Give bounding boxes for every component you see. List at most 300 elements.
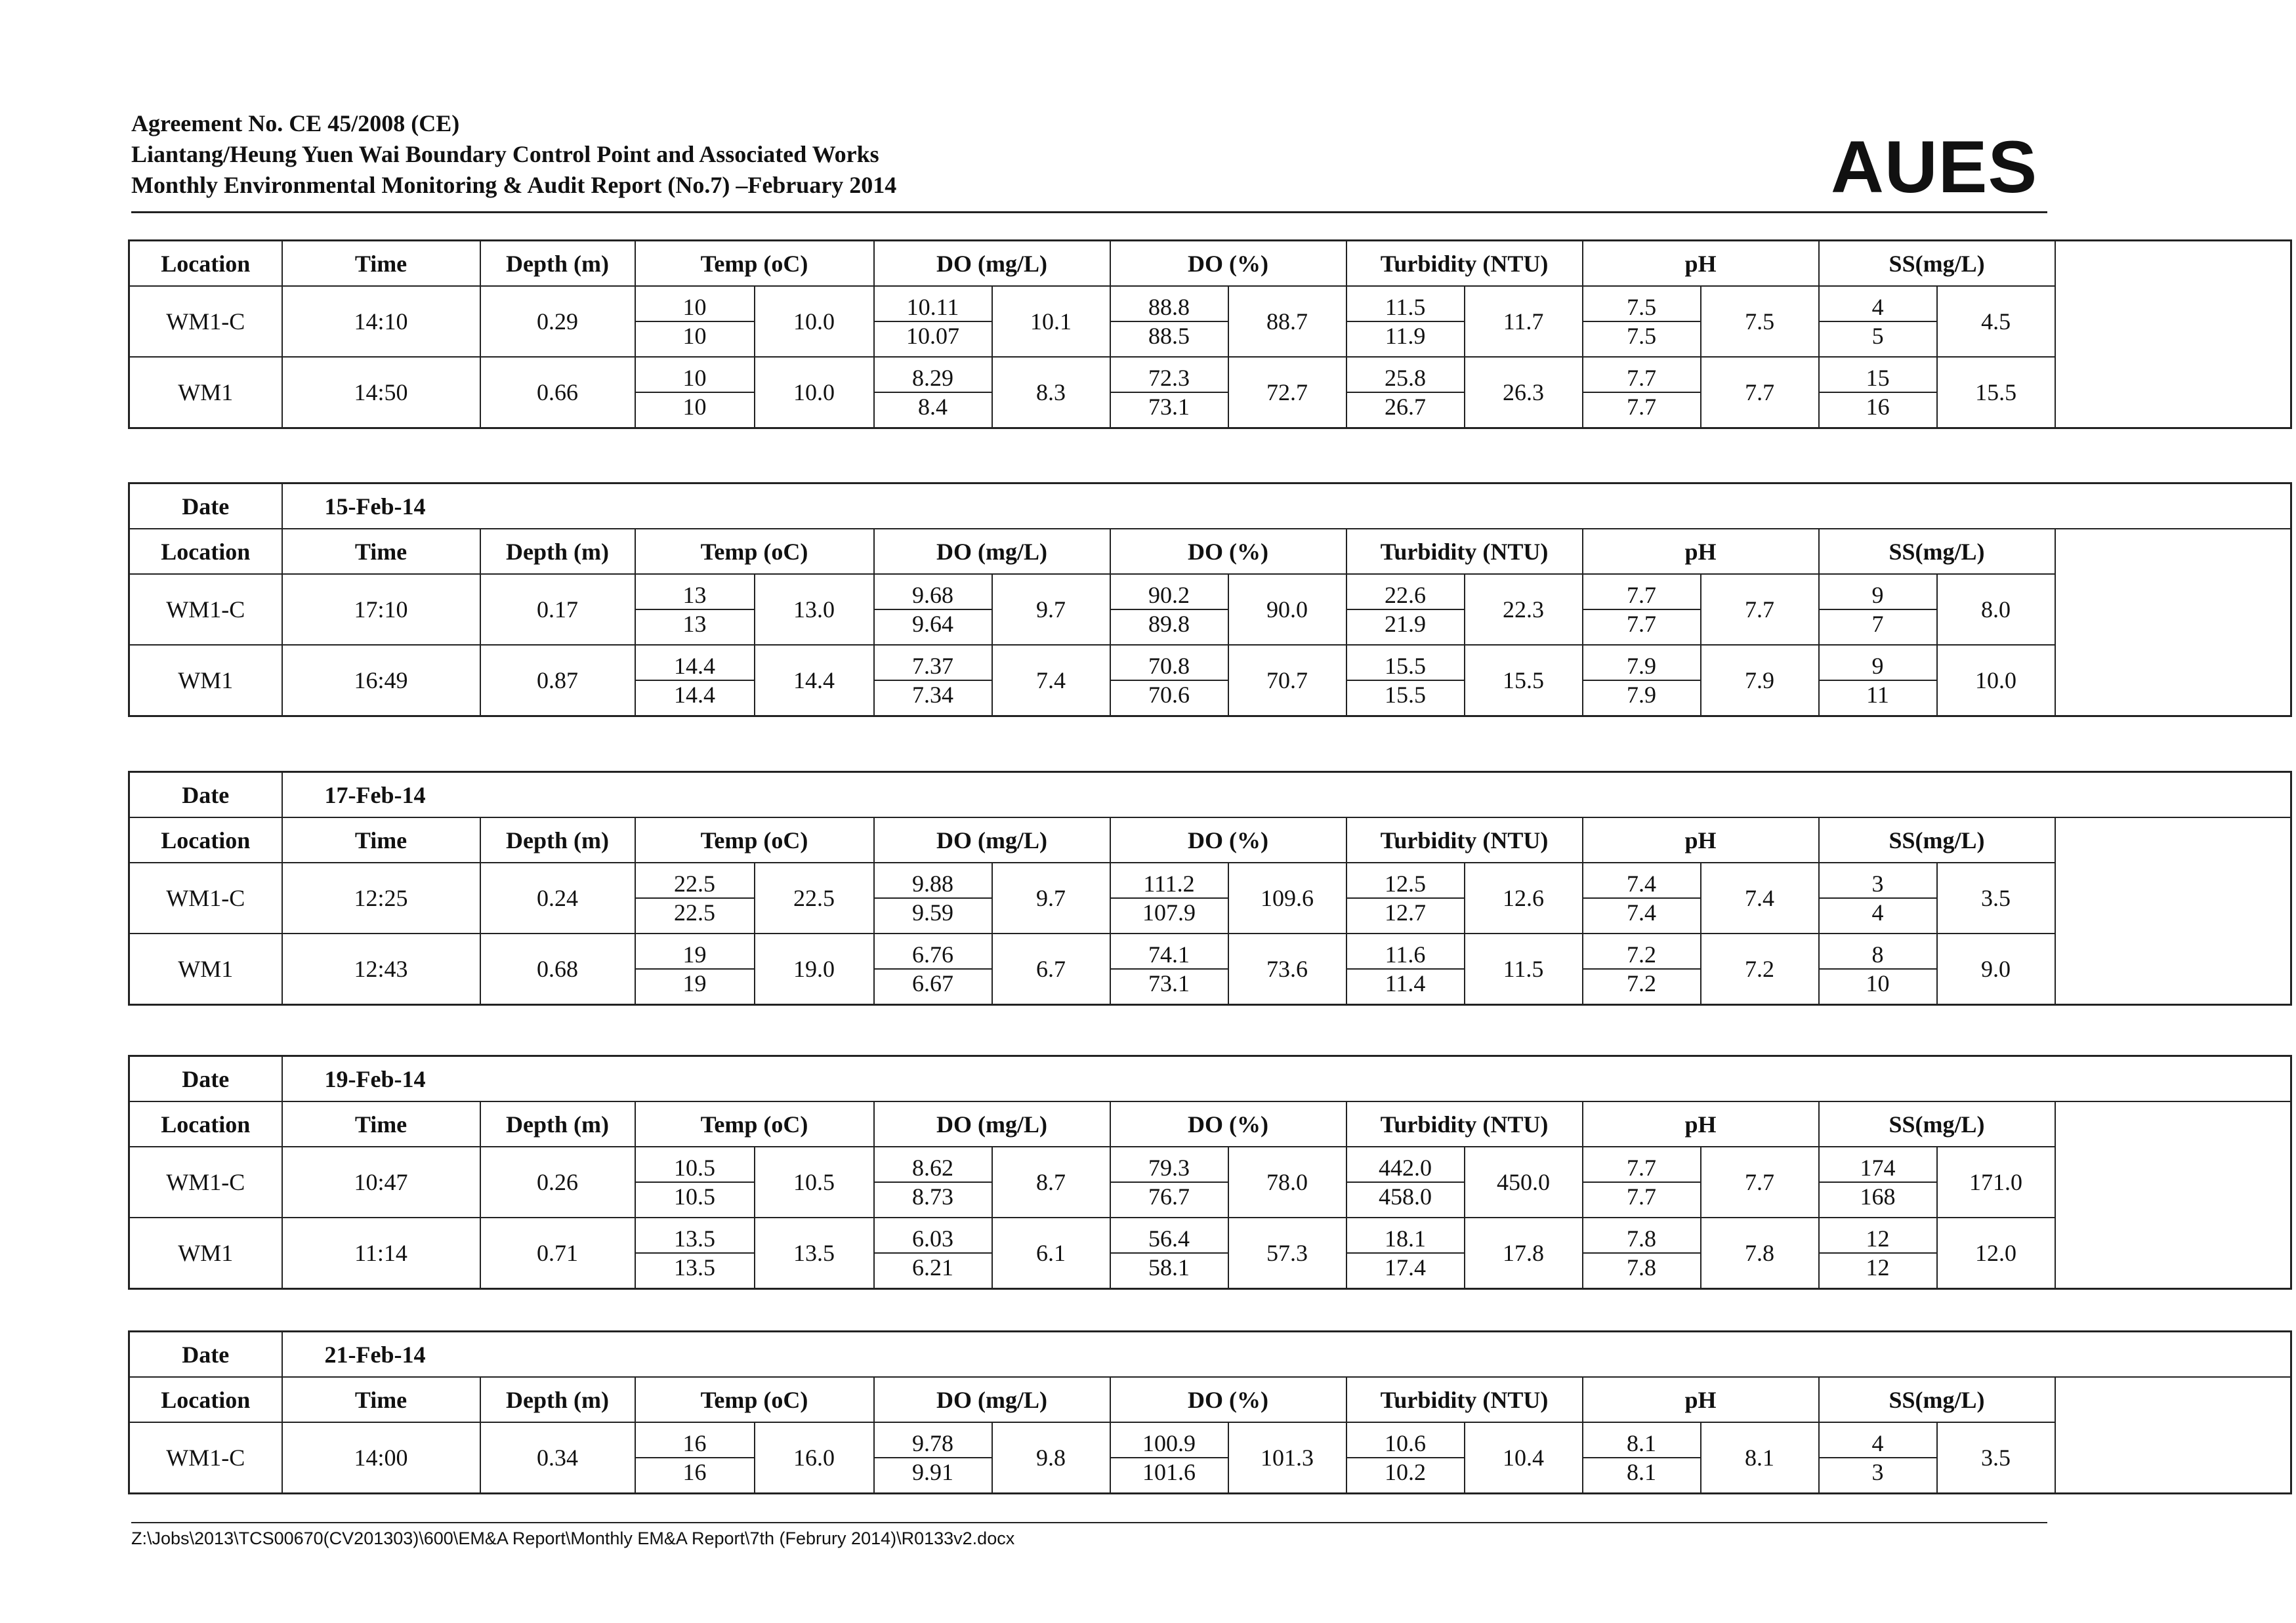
do-mgl-readings xyxy=(874,286,992,357)
ss-reading: 9 xyxy=(1871,582,1884,608)
ph-reading-stack xyxy=(1583,870,1700,926)
ph-reading: 8.1 xyxy=(1627,1430,1656,1456)
date-label: Date xyxy=(129,1056,282,1102)
ss-readings xyxy=(1819,574,1937,645)
do-pct-average: 72.7 xyxy=(1228,357,1346,428)
column-header-temp: Temp (oC) xyxy=(635,817,874,863)
temp-reading-stack xyxy=(636,1429,754,1486)
do-pct-reading-stack xyxy=(1111,941,1228,997)
do-pct-reading: 73.1 xyxy=(1111,968,1228,997)
ss-average: 10.0 xyxy=(1937,645,2055,716)
do-pct-reading-stack xyxy=(1111,364,1228,421)
table-row xyxy=(129,574,2291,645)
ph-reading: 7.7 xyxy=(1583,1181,1700,1210)
do-pct-average: 109.6 xyxy=(1228,863,1346,934)
do-pct-reading: 100.9 xyxy=(1142,1430,1196,1456)
ph-reading-stack xyxy=(1583,652,1700,709)
ph-readings xyxy=(1583,1422,1701,1494)
temp-average: 13.5 xyxy=(755,1218,874,1289)
column-header-time: Time xyxy=(282,1101,480,1147)
temp-readings xyxy=(635,1218,755,1289)
column-header-turbidity: Turbidity (NTU) xyxy=(1346,817,1583,863)
ph-reading: 7.7 xyxy=(1583,392,1700,421)
table-row xyxy=(129,1422,2291,1494)
ph-reading: 7.2 xyxy=(1627,941,1656,968)
do-mgl-reading: 8.62 xyxy=(912,1155,953,1181)
do-mgl-average: 9.7 xyxy=(992,574,1110,645)
temp-readings xyxy=(635,286,755,357)
table-row xyxy=(129,286,2291,357)
time-cell: 11:14 xyxy=(282,1218,480,1289)
do-mgl-average: 8.3 xyxy=(992,357,1110,428)
ss-reading: 168 xyxy=(1820,1181,1936,1210)
turbidity-readings xyxy=(1346,1422,1465,1494)
column-header-temp: Temp (oC) xyxy=(635,529,874,574)
date-label: Date xyxy=(129,1332,282,1378)
ss-reading: 12 xyxy=(1866,1225,1890,1252)
temp-readings xyxy=(635,357,755,428)
do-mgl-reading: 9.88 xyxy=(912,871,953,897)
do-mgl-reading: 8.29 xyxy=(912,365,954,391)
temp-readings xyxy=(635,863,755,934)
column-header-ph: pH xyxy=(1583,1377,1819,1422)
ss-reading: 11 xyxy=(1820,680,1936,709)
column-header-turbidity: Turbidity (NTU) xyxy=(1346,241,1583,287)
column-header-do-mgl: DO (mg/L) xyxy=(874,241,1110,287)
ph-average: 7.7 xyxy=(1701,357,1819,428)
ss-reading: 4 xyxy=(1871,1430,1884,1456)
do-mgl-readings xyxy=(874,645,992,716)
ph-reading: 7.4 xyxy=(1583,897,1700,926)
turbidity-reading: 458.0 xyxy=(1347,1181,1464,1210)
column-header-depth: Depth (m) xyxy=(480,529,635,574)
temp-reading: 19 xyxy=(636,968,754,997)
table-row xyxy=(129,645,2291,716)
column-header-depth: Depth (m) xyxy=(480,1377,635,1422)
turbidity-reading-stack xyxy=(1347,1225,1464,1281)
ph-readings xyxy=(1583,1218,1701,1289)
ss-average: 9.0 xyxy=(1937,934,2055,1005)
ph-readings xyxy=(1583,645,1701,716)
turbidity-average: 11.7 xyxy=(1465,286,1583,357)
ph-reading-stack xyxy=(1583,364,1700,421)
turbidity-reading-stack xyxy=(1347,652,1464,709)
time-cell: 14:10 xyxy=(282,286,480,357)
do-pct-reading: 58.1 xyxy=(1111,1252,1228,1281)
column-header-ph: pH xyxy=(1583,529,1819,574)
column-header-turbidity: Turbidity (NTU) xyxy=(1346,529,1583,574)
ss-reading-stack xyxy=(1820,1429,1936,1486)
do-mgl-reading: 9.64 xyxy=(875,609,991,638)
ph-reading: 7.7 xyxy=(1583,609,1700,638)
do-mgl-reading-stack xyxy=(875,581,991,638)
ss-average: 3.5 xyxy=(1937,1422,2055,1494)
temp-average: 19.0 xyxy=(755,934,874,1005)
turbidity-reading: 22.6 xyxy=(1385,582,1426,608)
date-row xyxy=(129,1056,2291,1102)
do-mgl-average: 9.7 xyxy=(992,863,1110,934)
column-header-do-mgl: DO (mg/L) xyxy=(874,1101,1110,1147)
ph-reading: 7.7 xyxy=(1627,365,1657,391)
turbidity-average: 15.5 xyxy=(1465,645,1583,716)
ss-average: 4.5 xyxy=(1937,286,2055,357)
ss-readings xyxy=(1819,934,1937,1005)
ss-readings xyxy=(1819,863,1937,934)
do-mgl-average: 9.8 xyxy=(992,1422,1110,1494)
turbidity-reading: 10.2 xyxy=(1347,1457,1464,1486)
do-mgl-reading-stack xyxy=(875,1429,991,1486)
ss-reading: 8 xyxy=(1871,941,1884,968)
ph-reading: 7.7 xyxy=(1627,1155,1656,1181)
turbidity-reading: 26.7 xyxy=(1347,392,1464,421)
turbidity-reading: 10.6 xyxy=(1385,1430,1426,1456)
column-header-ss: SS(mg/L) xyxy=(1819,1377,2055,1422)
turbidity-average: 22.3 xyxy=(1465,574,1583,645)
temp-reading: 19 xyxy=(682,941,707,968)
do-mgl-average: 6.1 xyxy=(992,1218,1110,1289)
ph-reading: 7.7 xyxy=(1627,582,1656,608)
ph-readings xyxy=(1583,863,1701,934)
turbidity-readings xyxy=(1346,1147,1465,1218)
column-header-time: Time xyxy=(282,241,480,287)
turbidity-average: 17.8 xyxy=(1465,1218,1583,1289)
column-header-location: Location xyxy=(129,1101,282,1147)
do-mgl-reading-stack xyxy=(875,652,991,709)
do-mgl-reading: 9.78 xyxy=(912,1430,953,1456)
column-header-ss: SS(mg/L) xyxy=(1819,529,2055,574)
column-header-do-pct: DO (%) xyxy=(1110,529,1346,574)
temp-average: 16.0 xyxy=(755,1422,874,1494)
do-mgl-reading-stack xyxy=(875,1225,991,1281)
ss-readings xyxy=(1819,645,1937,716)
date-value: 21-Feb-14 xyxy=(282,1332,2291,1378)
monitoring-table-block xyxy=(128,1330,2045,1494)
temp-reading: 10 xyxy=(636,321,754,350)
do-mgl-readings xyxy=(874,1422,992,1494)
do-pct-reading: 88.5 xyxy=(1111,321,1228,350)
turbidity-reading-stack xyxy=(1347,581,1464,638)
turbidity-reading-stack xyxy=(1347,870,1464,926)
column-header-do-mgl: DO (mg/L) xyxy=(874,529,1110,574)
temp-average: 13.0 xyxy=(755,574,874,645)
temp-reading: 10.5 xyxy=(636,1181,754,1210)
do-pct-readings xyxy=(1110,645,1228,716)
ph-readings xyxy=(1583,357,1701,428)
location-cell: WM1-C xyxy=(129,863,282,934)
ph-reading: 7.5 xyxy=(1627,294,1657,320)
monitoring-table xyxy=(128,482,2292,717)
do-pct-readings xyxy=(1110,574,1228,645)
turbidity-reading-stack xyxy=(1347,293,1464,350)
location-cell: WM1-C xyxy=(129,1422,282,1494)
column-header-location: Location xyxy=(129,241,282,287)
ph-reading-stack xyxy=(1583,941,1700,997)
do-pct-reading-stack xyxy=(1111,1225,1228,1281)
turbidity-reading: 21.9 xyxy=(1347,609,1464,638)
ss-reading: 12 xyxy=(1820,1252,1936,1281)
temp-reading: 22.5 xyxy=(674,871,715,897)
temp-readings xyxy=(635,1422,755,1494)
turbidity-reading: 11.6 xyxy=(1385,941,1426,968)
do-mgl-reading: 9.68 xyxy=(912,582,953,608)
do-mgl-average: 8.7 xyxy=(992,1147,1110,1218)
turbidity-reading: 15.5 xyxy=(1385,653,1426,679)
depth-cell: 0.87 xyxy=(480,645,635,716)
ph-reading: 7.2 xyxy=(1583,968,1700,997)
temp-average: 10.5 xyxy=(755,1147,874,1218)
monitoring-table-block xyxy=(128,482,2045,717)
location-cell: WM1 xyxy=(129,1218,282,1289)
do-pct-reading: 89.8 xyxy=(1111,609,1228,638)
do-mgl-reading: 9.59 xyxy=(875,897,991,926)
do-mgl-reading: 7.37 xyxy=(912,653,953,679)
do-mgl-readings xyxy=(874,934,992,1005)
column-header-turbidity: Turbidity (NTU) xyxy=(1346,1101,1583,1147)
do-pct-reading-stack xyxy=(1111,1429,1228,1486)
table-row xyxy=(129,357,2291,428)
location-cell: WM1-C xyxy=(129,1147,282,1218)
column-header-ss: SS(mg/L) xyxy=(1819,241,2055,287)
ph-average: 7.8 xyxy=(1701,1218,1819,1289)
temp-readings xyxy=(635,645,755,716)
ss-reading-stack xyxy=(1820,870,1936,926)
turbidity-reading: 442.0 xyxy=(1379,1155,1432,1181)
do-mgl-readings xyxy=(874,357,992,428)
time-cell: 14:00 xyxy=(282,1422,480,1494)
column-header-location: Location xyxy=(129,1377,282,1422)
do-pct-reading: 70.8 xyxy=(1148,653,1190,679)
date-row xyxy=(129,1332,2291,1378)
turbidity-readings xyxy=(1346,574,1465,645)
turbidity-readings xyxy=(1346,863,1465,934)
do-pct-reading: 70.6 xyxy=(1111,680,1228,709)
do-pct-reading: 72.3 xyxy=(1148,365,1190,391)
ph-readings xyxy=(1583,1147,1701,1218)
do-mgl-readings xyxy=(874,1218,992,1289)
ph-average: 7.2 xyxy=(1701,934,1819,1005)
time-cell: 12:25 xyxy=(282,863,480,934)
ss-reading: 16 xyxy=(1820,392,1936,421)
do-pct-average: 73.6 xyxy=(1228,934,1346,1005)
do-pct-average: 57.3 xyxy=(1228,1218,1346,1289)
do-mgl-reading: 10.11 xyxy=(906,294,959,320)
ss-reading: 3 xyxy=(1871,871,1884,897)
ss-reading-stack xyxy=(1820,652,1936,709)
turbidity-reading: 11.5 xyxy=(1385,294,1426,320)
column-header-turbidity: Turbidity (NTU) xyxy=(1346,1377,1583,1422)
header-row xyxy=(129,1377,2291,1422)
turbidity-reading-stack xyxy=(1347,941,1464,997)
ph-readings xyxy=(1583,934,1701,1005)
header-row xyxy=(129,817,2291,863)
depth-cell: 0.17 xyxy=(480,574,635,645)
temp-reading-stack xyxy=(636,364,754,421)
do-pct-reading: 56.4 xyxy=(1148,1225,1190,1252)
column-header-do-pct: DO (%) xyxy=(1110,241,1346,287)
ph-average: 7.9 xyxy=(1701,645,1819,716)
header-row xyxy=(129,529,2291,574)
monitoring-table xyxy=(128,771,2292,1006)
ph-reading: 7.9 xyxy=(1583,680,1700,709)
report-title: Monthly Environmental Monitoring & Audit Report (No.7) –February 2014 xyxy=(131,172,897,198)
date-value: 17-Feb-14 xyxy=(282,772,2291,818)
turbidity-reading: 11.4 xyxy=(1347,968,1464,997)
do-pct-reading: 88.8 xyxy=(1148,294,1190,320)
column-header-depth: Depth (m) xyxy=(480,241,635,287)
do-pct-reading-stack xyxy=(1111,652,1228,709)
turbidity-reading: 11.9 xyxy=(1347,321,1464,350)
ph-reading-stack xyxy=(1583,1225,1700,1281)
turbidity-reading-stack xyxy=(1347,1429,1464,1486)
do-mgl-average: 10.1 xyxy=(992,286,1110,357)
temp-reading: 13.5 xyxy=(636,1252,754,1281)
ss-readings xyxy=(1819,1147,1937,1218)
depth-cell: 0.24 xyxy=(480,863,635,934)
depth-cell: 0.26 xyxy=(480,1147,635,1218)
monitoring-table xyxy=(128,239,2292,429)
temp-reading-stack xyxy=(636,941,754,997)
ph-average: 7.5 xyxy=(1701,286,1819,357)
ph-reading: 7.8 xyxy=(1627,1225,1656,1252)
do-pct-average: 78.0 xyxy=(1228,1147,1346,1218)
column-header-do-pct: DO (%) xyxy=(1110,1377,1346,1422)
location-cell: WM1 xyxy=(129,645,282,716)
ss-reading: 174 xyxy=(1860,1155,1896,1181)
turbidity-reading: 25.8 xyxy=(1385,365,1427,391)
ss-readings xyxy=(1819,357,1937,428)
date-row xyxy=(129,483,2291,529)
agreement-number: Agreement No. CE 45/2008 (CE) xyxy=(131,110,460,136)
column-header-temp: Temp (oC) xyxy=(635,1377,874,1422)
header-row xyxy=(129,241,2291,287)
turbidity-reading: 15.5 xyxy=(1347,680,1464,709)
ss-reading: 5 xyxy=(1820,321,1936,350)
do-mgl-reading: 7.34 xyxy=(875,680,991,709)
ss-reading-stack xyxy=(1820,581,1936,638)
ph-readings xyxy=(1583,286,1701,357)
ss-reading: 4 xyxy=(1871,294,1884,320)
depth-cell: 0.66 xyxy=(480,357,635,428)
column-header-location: Location xyxy=(129,529,282,574)
ph-reading: 7.8 xyxy=(1583,1252,1700,1281)
do-pct-average: 88.7 xyxy=(1228,286,1346,357)
temp-reading: 16 xyxy=(636,1457,754,1486)
monitoring-table xyxy=(128,1330,2292,1494)
do-pct-reading: 73.1 xyxy=(1111,392,1228,421)
do-pct-average: 101.3 xyxy=(1228,1422,1346,1494)
do-mgl-reading-stack xyxy=(875,870,991,926)
do-mgl-readings xyxy=(874,1147,992,1218)
do-mgl-average: 7.4 xyxy=(992,645,1110,716)
ss-reading: 10 xyxy=(1820,968,1936,997)
project-title: Liantang/Heung Yuen Wai Boundary Control Point and Associated Works xyxy=(131,141,879,167)
table-row xyxy=(129,934,2291,1005)
do-pct-reading-stack xyxy=(1111,293,1228,350)
temp-reading: 10 xyxy=(636,392,754,421)
do-pct-readings xyxy=(1110,357,1228,428)
column-header-temp: Temp (oC) xyxy=(635,1101,874,1147)
temp-reading-stack xyxy=(636,1154,754,1210)
do-mgl-average: 6.7 xyxy=(992,934,1110,1005)
temp-reading: 10 xyxy=(682,294,707,320)
do-pct-reading: 90.2 xyxy=(1148,582,1190,608)
header-divider xyxy=(131,211,2047,213)
table-row xyxy=(129,1218,2291,1289)
date-value: 19-Feb-14 xyxy=(282,1056,2291,1102)
turbidity-reading: 18.1 xyxy=(1385,1225,1426,1252)
do-mgl-reading: 8.4 xyxy=(875,392,991,421)
column-header-time: Time xyxy=(282,817,480,863)
table-row xyxy=(129,1147,2291,1218)
do-pct-reading-stack xyxy=(1111,1154,1228,1210)
do-mgl-reading: 10.07 xyxy=(875,321,991,350)
turbidity-readings xyxy=(1346,357,1465,428)
do-mgl-reading: 6.76 xyxy=(912,941,953,968)
do-mgl-reading: 9.91 xyxy=(875,1457,991,1486)
aues-logo: AUES xyxy=(1831,126,2038,208)
turbidity-readings xyxy=(1346,1218,1465,1289)
do-mgl-reading-stack xyxy=(875,1154,991,1210)
date-label: Date xyxy=(129,483,282,529)
location-cell: WM1 xyxy=(129,357,282,428)
ss-reading-stack xyxy=(1820,941,1936,997)
do-pct-readings xyxy=(1110,863,1228,934)
ss-average: 12.0 xyxy=(1937,1218,2055,1289)
temp-average: 10.0 xyxy=(755,357,874,428)
ss-readings xyxy=(1819,286,1937,357)
column-header-do-pct: DO (%) xyxy=(1110,817,1346,863)
do-pct-readings xyxy=(1110,1422,1228,1494)
location-cell: WM1-C xyxy=(129,286,282,357)
time-cell: 16:49 xyxy=(282,645,480,716)
ph-reading-stack xyxy=(1583,581,1700,638)
do-mgl-readings xyxy=(874,863,992,934)
do-mgl-reading-stack xyxy=(875,293,991,350)
turbidity-readings xyxy=(1346,934,1465,1005)
table-row xyxy=(129,863,2291,934)
ss-reading-stack xyxy=(1820,1225,1936,1281)
temp-reading: 14.4 xyxy=(674,653,715,679)
do-mgl-reading: 6.67 xyxy=(875,968,991,997)
ss-reading: 9 xyxy=(1871,653,1884,679)
temp-reading: 10 xyxy=(682,365,707,391)
monitoring-table-block xyxy=(128,771,2045,1006)
date-value: 15-Feb-14 xyxy=(282,483,2291,529)
do-pct-average: 70.7 xyxy=(1228,645,1346,716)
column-header-ph: pH xyxy=(1583,1101,1819,1147)
ph-reading: 7.9 xyxy=(1627,653,1656,679)
column-header-temp: Temp (oC) xyxy=(635,241,874,287)
ph-reading-stack xyxy=(1583,293,1700,350)
temp-reading: 22.5 xyxy=(636,897,754,926)
do-pct-readings xyxy=(1110,1218,1228,1289)
depth-cell: 0.29 xyxy=(480,286,635,357)
turbidity-average: 12.6 xyxy=(1465,863,1583,934)
depth-cell: 0.68 xyxy=(480,934,635,1005)
file-path: Z:\Jobs\2013\TCS00670(CV201303)\600\EM&A Report\Monthly EM&A Report\7th (Februry 2014)\R0133v2.docx xyxy=(131,1529,1015,1548)
ss-reading-stack xyxy=(1820,293,1936,350)
temp-reading-stack xyxy=(636,293,754,350)
turbidity-reading: 12.7 xyxy=(1347,897,1464,926)
ph-reading: 7.4 xyxy=(1627,871,1656,897)
column-header-depth: Depth (m) xyxy=(480,817,635,863)
turbidity-readings xyxy=(1346,645,1465,716)
ss-reading-stack xyxy=(1820,1154,1936,1210)
do-pct-reading-stack xyxy=(1111,581,1228,638)
ss-average: 171.0 xyxy=(1937,1147,2055,1218)
ph-readings xyxy=(1583,574,1701,645)
temp-average: 14.4 xyxy=(755,645,874,716)
